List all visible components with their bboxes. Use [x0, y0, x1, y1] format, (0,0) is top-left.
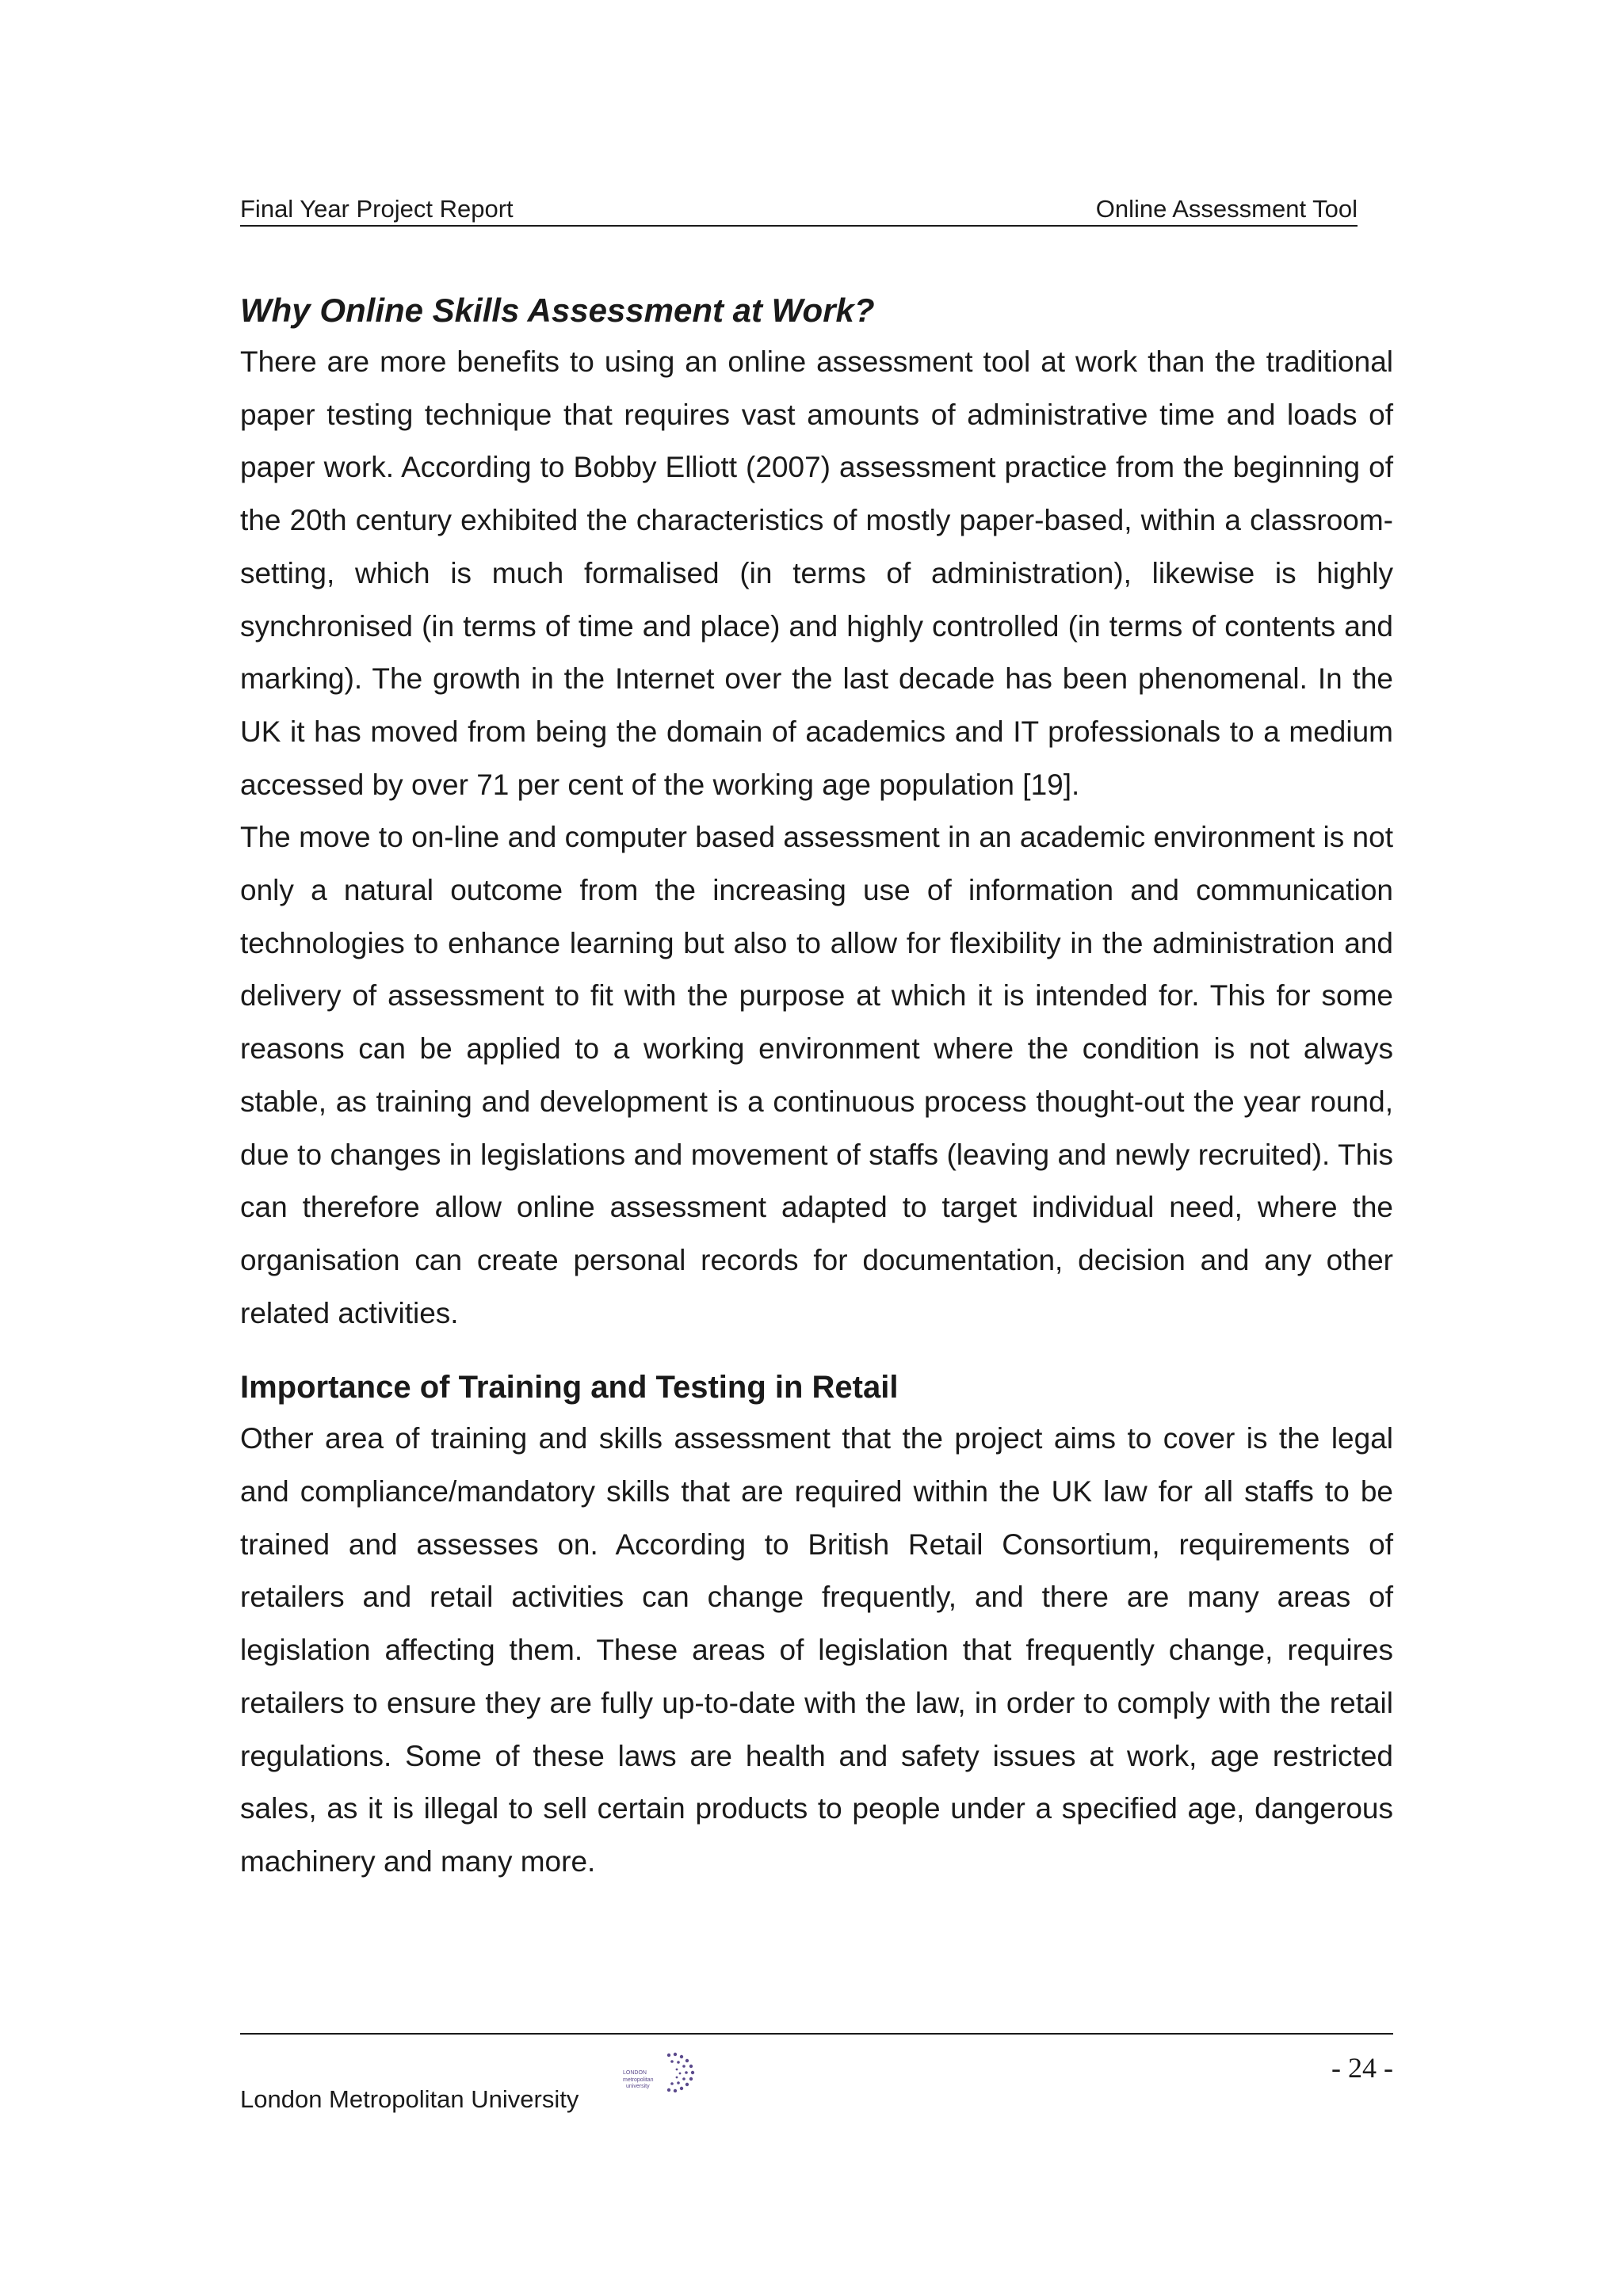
section-training-retail: [240, 1362, 1393, 1888]
body-paragraph: There are more benefits to using an online assessment tool at work than the traditional paper testing technique that requires vast amounts of administrative time and loads of paper work. According to Bobby Elliott (2007) assessment practice from the beginning of the 20th century exhibited the characteristics of mostly paper-based, within a classroom-setting, which is much formalised (in terms of administration), likewise is highly synchronised (in terms of time and place) and highly controlled (in terms of contents and marking). The growth in the Internet over the last decade has been phenomenal. In the UK it has moved from being the domain of academics and IT professionals to a medium accessed by over 71 per cent of the working age population [19].: [240, 345, 1393, 801]
svg-text:LONDON: LONDON: [623, 2070, 647, 2076]
section-heading: Importance of Training and Testing in Retail: [240, 1370, 899, 1405]
body-paragraph: The move to on-line and computer based assessment in an academic environment is not only a natural outcome from the increasing use of information and communication technologies to enhance learning but also to allow for flexibility in the administration and delivery of assessment to fit with the purpose at which it is intended for. This for some reasons can be applied to a working environment where the condition is not always stable, as training and development is a continuous process thought-out the year round, due to changes in legislations and movement of staffs (leaving and newly recruited). This can therefore allow online assessment adapted to target individual need, where the organisation can create personal records for documentation, decision and any other related activities.: [240, 821, 1393, 1329]
university-logo: [621, 2050, 701, 2100]
footer-divider: [240, 2033, 1393, 2035]
header-project-title: Online Assessment Tool: [1095, 195, 1358, 223]
page-body: [240, 285, 1393, 1889]
section-heading: Why Online Skills Assessment at Work?: [240, 292, 875, 329]
page-header: [240, 193, 1358, 227]
footer-institution: London Metropolitan University: [240, 2085, 579, 2113]
svg-text:university: university: [626, 2084, 650, 2089]
header-report-title: Final Year Project Report: [240, 195, 514, 223]
body-paragraph: Other area of training and skills assessment that the project aims to cover is the legal and compliance/mandatory skills that are required within the UK law for all staffs to be trained and assesses on. According to British Retail Consortium, requirements of retailers and retail activities can change frequently, and there are many areas of legislation affecting them. These areas of legislation that frequently change, requires retailers to ensure they are fully up-to-date with the law, in order to comply with the retail regulations. Some of these laws are health and safety issues at work, age restricted sales, as it is illegal to sell certain products to people under a specified age, dangerous machinery and many more.: [240, 1422, 1393, 1878]
svg-text:metropolitan: metropolitan: [623, 2077, 654, 2083]
section-why-online-assessment: [240, 285, 1393, 1340]
section-spacer: [240, 1340, 1393, 1362]
page-number: - 24 -: [1331, 2052, 1393, 2084]
